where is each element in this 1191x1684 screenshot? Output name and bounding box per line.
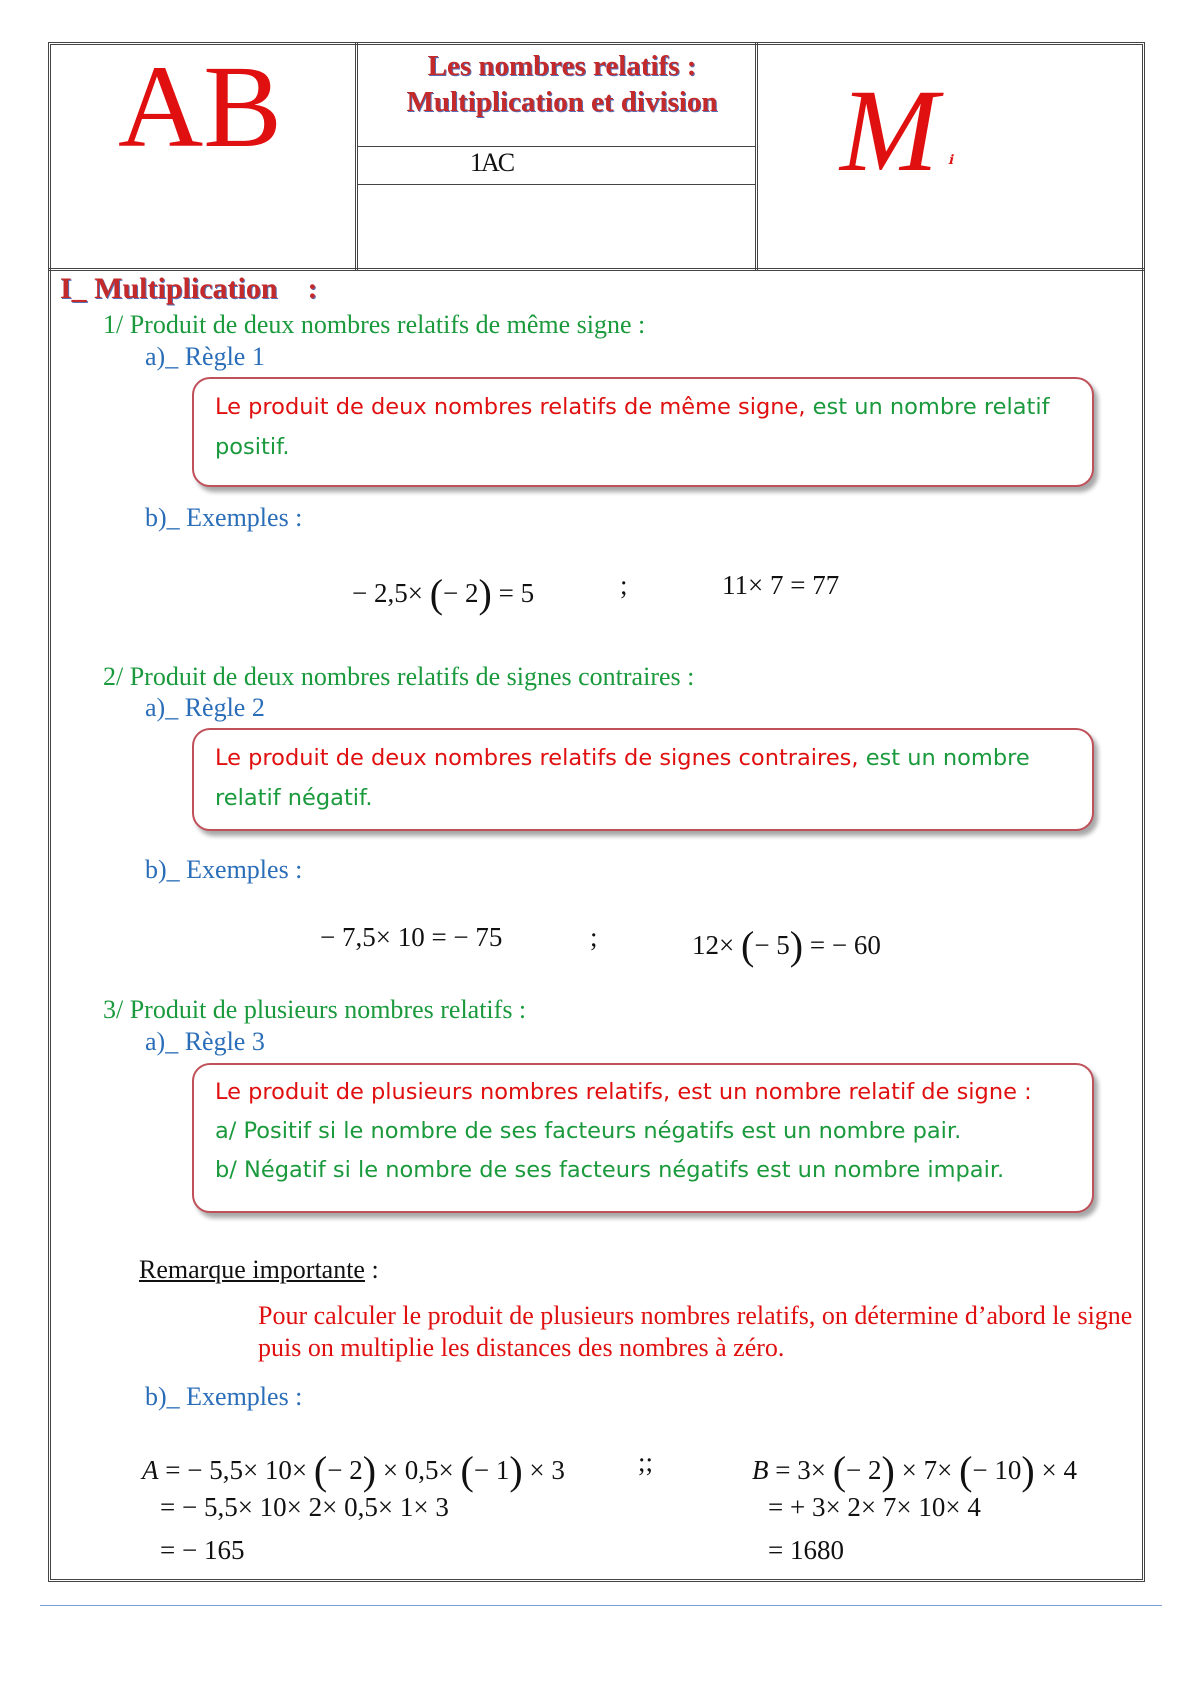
example-b-line-3: = 1680 — [768, 1535, 844, 1565]
paren-open: ( — [313, 1448, 328, 1493]
remark-colon: : — [364, 1255, 379, 1284]
page-footer-line — [40, 1605, 1162, 1606]
math-text: = − 5,5× 10× — [158, 1455, 314, 1485]
rule1-green-text: est un nombre relatif positif. — [215, 394, 1050, 460]
math-text: − 2 — [327, 1455, 363, 1485]
rule3-line-3: b/ Négatif si le nombre de ses facteurs négatifs est un nombre impair. — [215, 1157, 1005, 1183]
rule2-green-text: est un nombre relatif négatif. — [215, 745, 1030, 811]
part3-examples-label: b)_ Exemples : — [145, 1382, 303, 1411]
class-level: 1AC — [470, 148, 514, 177]
part1-example-2: 11× 7 = 77 — [722, 570, 840, 600]
part2-example-1: − 7,5× 10 = − 75 — [320, 922, 503, 952]
part1-heading: 1/ Produit de deux nombres relatifs de même signe : — [103, 310, 646, 339]
math-text: = 5 — [491, 578, 535, 608]
math-text: = 3× — [768, 1455, 833, 1485]
rule3-line-1: Le produit de plusieurs nombres relatifs, est un nombre relatif de signe : — [215, 1079, 1032, 1105]
math-text: × 3 — [522, 1455, 565, 1485]
logo-m-subscript: ℹ — [948, 152, 953, 167]
title-line-1: Les nombres relatifs : — [427, 50, 697, 82]
part1-example-1 — [352, 570, 534, 617]
rule-box-1 — [192, 377, 1094, 487]
title-line-2: Multiplication et division — [406, 86, 718, 118]
example-b-line-1 — [752, 1447, 1077, 1494]
header-bottom-border — [48, 268, 1145, 271]
part1-rule-label: a)_ Règle 1 — [145, 342, 265, 371]
math-text: − 1 — [473, 1455, 510, 1485]
math-text: = − 60 — [803, 930, 881, 960]
example-separator: ; — [590, 922, 598, 952]
paren-close: ) — [789, 923, 804, 968]
section-title-text: I_ Multiplication — [60, 272, 278, 305]
rule1-red-text: Le produit de deux nombres relatifs de même signe, — [215, 394, 806, 420]
paren-close: ) — [362, 1448, 377, 1493]
example-separator: ; — [620, 570, 628, 600]
rule-box-2 — [192, 728, 1094, 831]
rule-box-3 — [192, 1063, 1094, 1213]
math-text: − 5 — [754, 930, 790, 960]
paren-open: ( — [959, 1448, 973, 1493]
part1-examples-label: b)_ Exemples : — [145, 503, 303, 532]
variable-b: B — [752, 1455, 769, 1485]
math-text: 12× — [692, 930, 741, 960]
example-b-line-2: = + 3× 2× 7× 10× 4 — [768, 1492, 981, 1522]
page-title — [362, 48, 762, 120]
example-a-line-3: = − 165 — [160, 1535, 245, 1565]
remark-title: Remarque importante — [139, 1255, 365, 1284]
paren-close: ) — [1021, 1448, 1035, 1493]
variable-a: A — [142, 1455, 159, 1485]
math-text: − 2 — [846, 1455, 882, 1485]
paren-open: ( — [740, 923, 755, 968]
paren-close: ) — [509, 1448, 523, 1493]
part2-examples-label: b)_ Exemples : — [145, 855, 303, 884]
header-inner-line — [358, 184, 756, 185]
header-inner-line — [358, 146, 756, 147]
header-divider — [355, 42, 361, 270]
rule2-red-text: Le produit de deux nombres relatifs de signes contraires, — [215, 745, 859, 771]
math-text: − 2 — [443, 578, 479, 608]
rule3-line-2: a/ Positif si le nombre de ses facteurs négatifs est un nombre pair. — [215, 1118, 962, 1144]
part2-rule-label: a)_ Règle 2 — [145, 693, 265, 722]
part2-example-2 — [692, 922, 881, 969]
paren-open: ( — [832, 1448, 847, 1493]
remark-body: Pour calculer le produit de plusieurs nombres relatifs, on détermine d’abord le signe puis on multiplie les distances des nombres à zéro. — [258, 1301, 1133, 1362]
section-title — [60, 272, 318, 306]
logo-m: M — [840, 65, 939, 196]
remark-heading — [139, 1255, 379, 1285]
paren-open: ( — [429, 571, 444, 616]
math-text: × 4 — [1034, 1455, 1077, 1485]
logo-ab: AB — [118, 41, 282, 172]
math-text: × 0,5× — [376, 1455, 461, 1485]
paren-close: ) — [881, 1448, 895, 1493]
section-title-colon: : — [307, 272, 318, 305]
example-a-line-1 — [142, 1447, 565, 1494]
part3-rule-label: a)_ Règle 3 — [145, 1027, 265, 1056]
paren-close: ) — [478, 571, 492, 616]
example-a-line-2: = − 5,5× 10× 2× 0,5× 1× 3 — [160, 1492, 449, 1522]
paren-open: ( — [460, 1448, 474, 1493]
example-separator: ;; — [638, 1447, 654, 1477]
part2-heading: 2/ Produit de deux nombres relatifs de signes contraires : — [103, 662, 695, 691]
part3-heading: 3/ Produit de plusieurs nombres relatifs : — [103, 995, 527, 1024]
math-text: − 10 — [972, 1455, 1022, 1485]
math-text: × 7× — [894, 1455, 960, 1485]
math-text: − 2,5× — [352, 578, 430, 608]
